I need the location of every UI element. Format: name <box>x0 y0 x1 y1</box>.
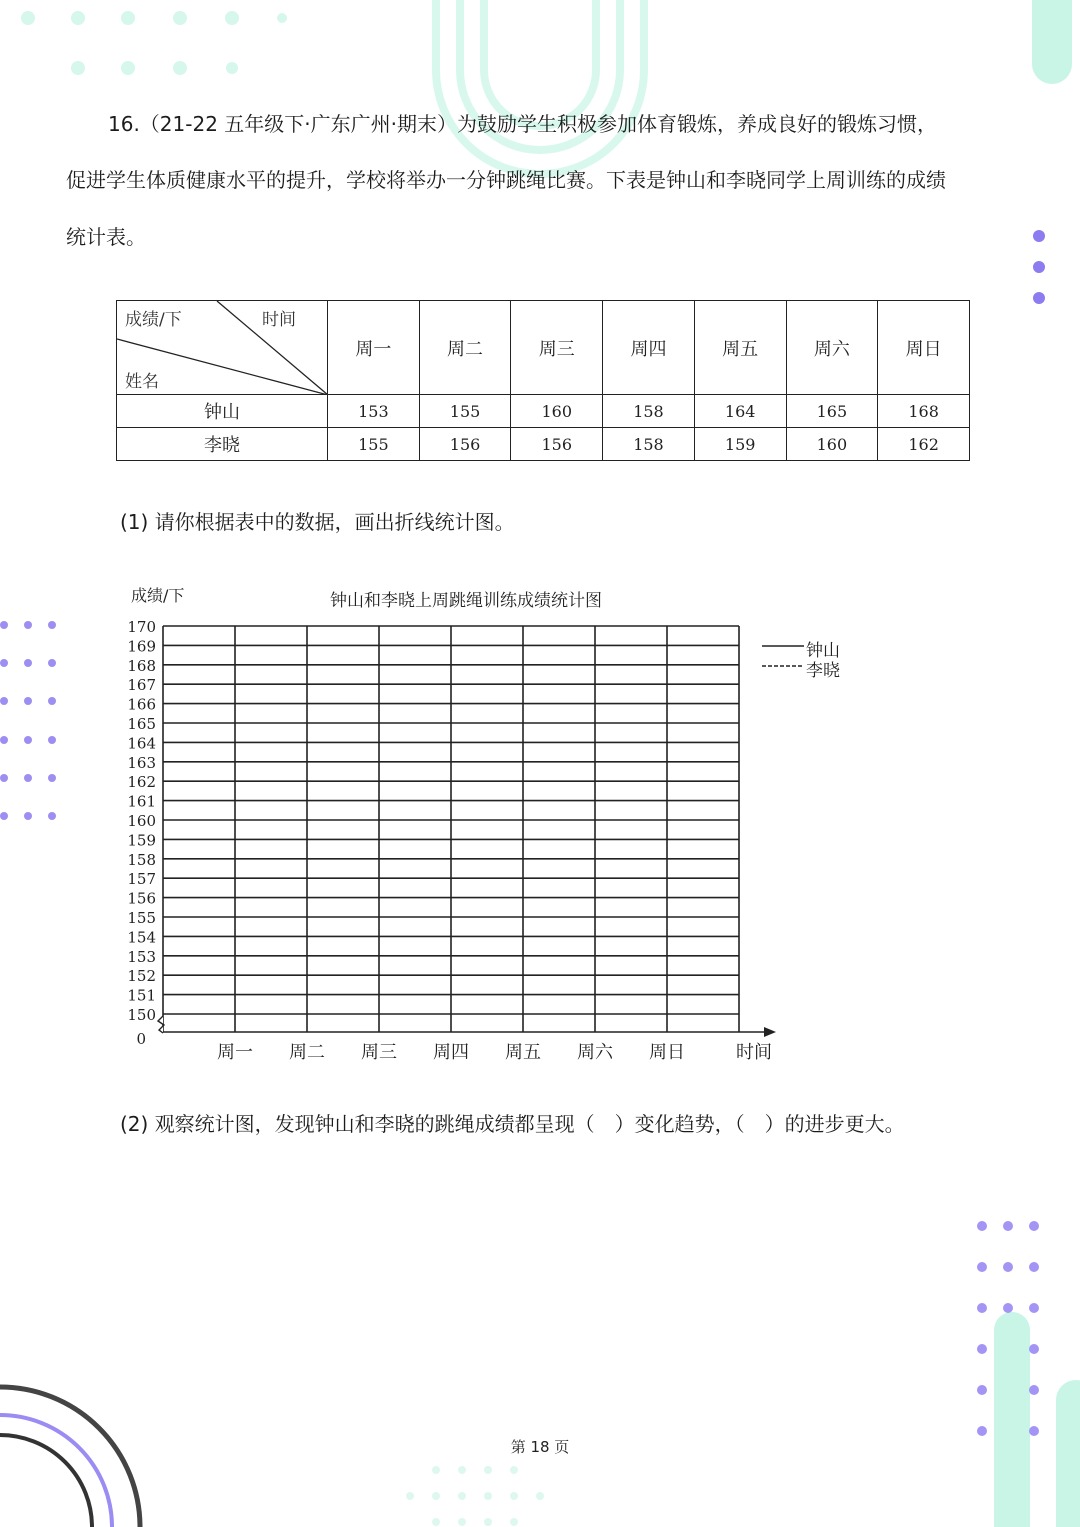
table-cell: 155 <box>419 395 511 428</box>
chart-y-unit: 成绩/下 <box>131 586 185 605</box>
table-header-day: 周日 <box>878 301 970 395</box>
y-tick-label: 166 <box>127 695 156 714</box>
corner-label-name: 姓名 <box>125 372 159 392</box>
table-cell: 160 <box>786 428 878 461</box>
table-cell: 158 <box>603 428 695 461</box>
y-tick-label: 157 <box>127 870 156 889</box>
y-tick-label: 164 <box>127 734 156 753</box>
y-tick-label: 155 <box>127 909 156 927</box>
y-tick-label: 170 <box>127 618 156 636</box>
y-origin-label: 0 <box>136 1030 146 1048</box>
y-tick-label: 163 <box>127 753 156 772</box>
question-line-3: 统计表。 <box>66 225 146 249</box>
table-cell: 162 <box>878 428 970 461</box>
x-tick-label: 周四 <box>433 1042 469 1063</box>
table-cell: 156 <box>511 428 603 461</box>
y-tick-label: 156 <box>127 889 156 908</box>
table-cell: 165 <box>786 395 878 428</box>
table-header-row <box>117 301 970 395</box>
y-tick-label: 167 <box>127 676 156 695</box>
y-tick-label: 168 <box>127 656 156 675</box>
y-tick-label: 159 <box>127 831 156 850</box>
part1-prompt: (1) 请你根据表中的数据，画出折线统计图。 <box>120 510 515 534</box>
table-cell: 159 <box>694 428 786 461</box>
x-tick-label: 周五 <box>505 1042 541 1063</box>
table-cell: 164 <box>694 395 786 428</box>
table-row-name: 李晓 <box>117 428 328 461</box>
legend-label-zhongshan: 钟山 <box>806 641 840 661</box>
page-number: 第 18 页 <box>510 1438 570 1456</box>
corner-label-time: 时间 <box>262 310 296 330</box>
y-tick-label: 158 <box>127 850 156 869</box>
line-chart-grid[interactable] <box>0 600 900 1080</box>
y-tick-label: 152 <box>127 967 156 986</box>
table-cell: 160 <box>511 395 603 428</box>
x-tick-label: 周三 <box>361 1042 397 1063</box>
y-tick-label: 161 <box>127 792 156 811</box>
y-tick-label: 154 <box>127 928 156 947</box>
question-line-2: 促进学生体质健康水平的提升，学校将举办一分钟跳绳比赛。下表是钟山和李晓同学上周训练的成绩 <box>66 168 946 192</box>
table-header-day: 周四 <box>603 301 695 395</box>
y-tick-label: 162 <box>127 773 156 792</box>
table-header-day: 周二 <box>419 301 511 395</box>
x-axis-arrow-head <box>764 1027 776 1037</box>
x-tick-label: 周六 <box>577 1042 613 1063</box>
table-row-name: 钟山 <box>117 395 328 428</box>
corner-label-score: 成绩/下 <box>125 310 182 330</box>
table-header-day: 周五 <box>694 301 786 395</box>
table-header-day: 周一 <box>328 301 420 395</box>
table-header-day: 周六 <box>786 301 878 395</box>
score-table <box>116 300 970 461</box>
table-cell: 156 <box>419 428 511 461</box>
x-axis-label: 时间 <box>736 1042 772 1063</box>
x-tick-label: 周一 <box>217 1042 253 1063</box>
y-tick-label: 150 <box>127 1006 156 1024</box>
table-row <box>117 395 970 428</box>
part2-question: (2) 观察统计图，发现钟山和李晓的跳绳成绩都呈现（ ）变化趋势，（ ）的进步更大。 <box>120 1112 905 1136</box>
y-tick-label: 151 <box>127 986 156 1005</box>
y-tick-label: 169 <box>127 637 156 656</box>
table-cell: 168 <box>878 395 970 428</box>
table-header-day: 周三 <box>511 301 603 395</box>
chart-title: 钟山和李晓上周跳绳训练成绩统计图 <box>330 591 602 611</box>
y-tick-label: 153 <box>127 947 156 966</box>
table-corner-cell <box>117 301 328 395</box>
legend-label-lixiao: 李晓 <box>806 661 840 681</box>
table-row <box>117 428 970 461</box>
table-cell: 158 <box>603 395 695 428</box>
x-tick-label: 周日 <box>649 1042 685 1063</box>
y-tick-label: 165 <box>127 715 156 733</box>
x-tick-label: 周二 <box>289 1042 325 1063</box>
y-tick-label: 160 <box>127 812 156 830</box>
table-cell: 155 <box>328 428 420 461</box>
table-cell: 153 <box>328 395 420 428</box>
question-line-1: 16.（21-22 五年级下·广东广州·期末）为鼓励学生积极参加体育锻炼，养成良好的锻炼习惯， <box>108 112 937 136</box>
